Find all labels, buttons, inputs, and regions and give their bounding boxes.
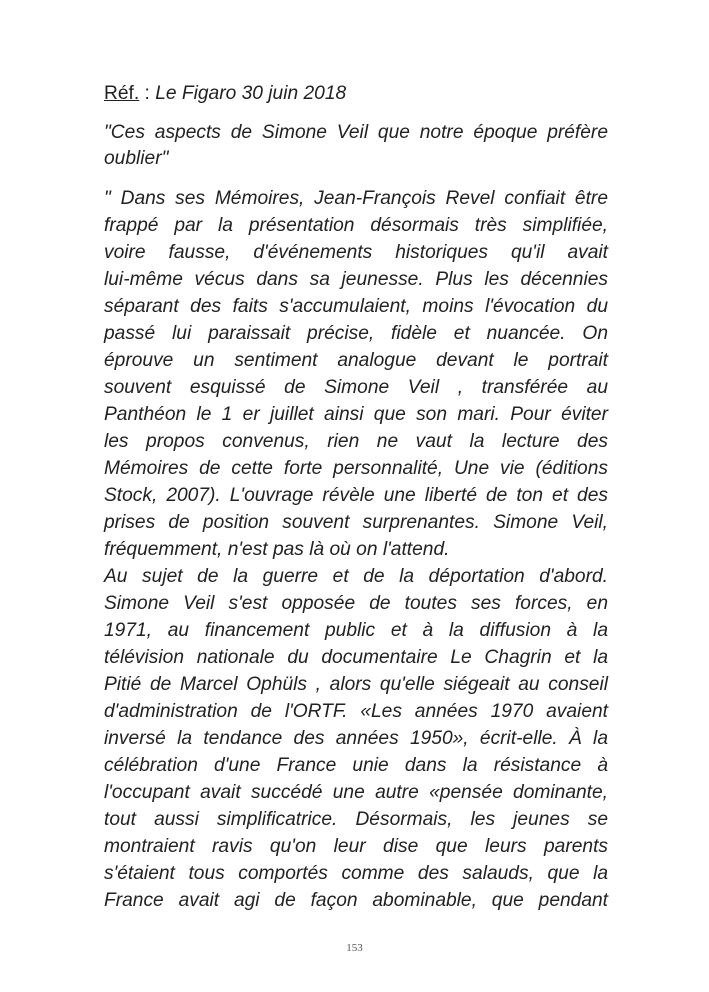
paragraph-line: prises de position souvent surprenantes. Simone Veil, <box>104 512 608 533</box>
paragraph-line: Stock, 2007). L'ouvrage révèle une liberté de ton et des <box>104 485 608 506</box>
article-title <box>104 120 608 172</box>
paragraph-line: frappé par la présentation désormais très simplifiée, <box>104 215 608 236</box>
article-body <box>104 80 608 914</box>
paragraph-line: séparant des faits s'accumulaient, moins l'évocation du <box>104 296 608 317</box>
paragraph-line: " Dans ses Mémoires, Jean-François Revel confiait être <box>104 188 608 209</box>
title-line: "Ces aspects de Simone Veil que notre époque préfère <box>104 122 608 143</box>
reference-line <box>104 80 608 107</box>
paragraph-line: Mémoires de cette forte personnalité, Une vie (éditions <box>104 458 608 479</box>
paragraph-line: inversé la tendance des années 1950», écrit-elle. À la <box>104 728 608 749</box>
paragraph-line: fréquemment, n'est pas là où on l'attend. <box>104 539 450 560</box>
reference-source: Le Figaro <box>155 83 237 104</box>
paragraph-2 <box>104 563 608 914</box>
paragraph-line: souvent esquissé de Simone Veil , transférée au <box>104 377 608 398</box>
paragraph-line: montraient ravis qu'on leur dise que leurs parents <box>104 836 608 857</box>
reference-separator: : <box>139 83 156 104</box>
paragraph-line: les propos convenus, rien ne vaut la lecture des <box>104 431 608 452</box>
paragraph-1 <box>104 185 608 563</box>
paragraph-line: Panthéon le 1 er juillet ainsi que son mari. Pour éviter <box>104 404 608 425</box>
paragraph-line: télévision nationale du documentaire Le Chagrin et la <box>104 647 608 668</box>
page-number: 153 <box>346 942 363 954</box>
paragraph-line: tout aussi simplificatrice. Désormais, les jeunes se <box>104 809 608 830</box>
paragraph-line: 1971, au financement public et à la diffusion à la <box>104 620 608 641</box>
paragraph-line: lui-même vécus dans sa jeunesse. Plus les décennies <box>104 269 608 290</box>
paragraph-line: passé lui paraissait précise, fidèle et nuancée. On <box>104 323 608 344</box>
paragraph-line: Pitié de Marcel Ophüls , alors qu'elle siégeait au conseil <box>104 674 608 695</box>
paragraph-line: voire fausse, d'événements historiques qu'il avait <box>104 242 608 263</box>
paragraph-line: célébration d'une France unie dans la résistance à <box>104 755 608 776</box>
reference-date: 30 juin 2018 <box>241 83 347 104</box>
paragraph-line: l'occupant avait succédé une autre «pensée dominante, <box>104 782 608 803</box>
paragraph-line: d'administration de l'ORTF. «Les années 1970 avaient <box>104 701 608 722</box>
paragraph-line: France avait agi de façon abominable, que pendant <box>104 890 608 911</box>
paragraph-line: Au sujet de la guerre et de la déportation d'abord. <box>104 566 608 587</box>
paragraph-line: s'étaient tous comportés comme des salauds, que la <box>104 863 608 884</box>
paragraph-line: éprouve un sentiment analogue devant le portrait <box>104 350 608 371</box>
paragraph-line: Simone Veil s'est opposée de toutes ses forces, en <box>104 593 608 614</box>
title-line: oublier" <box>104 148 169 169</box>
reference-label: Réf. <box>104 83 140 104</box>
